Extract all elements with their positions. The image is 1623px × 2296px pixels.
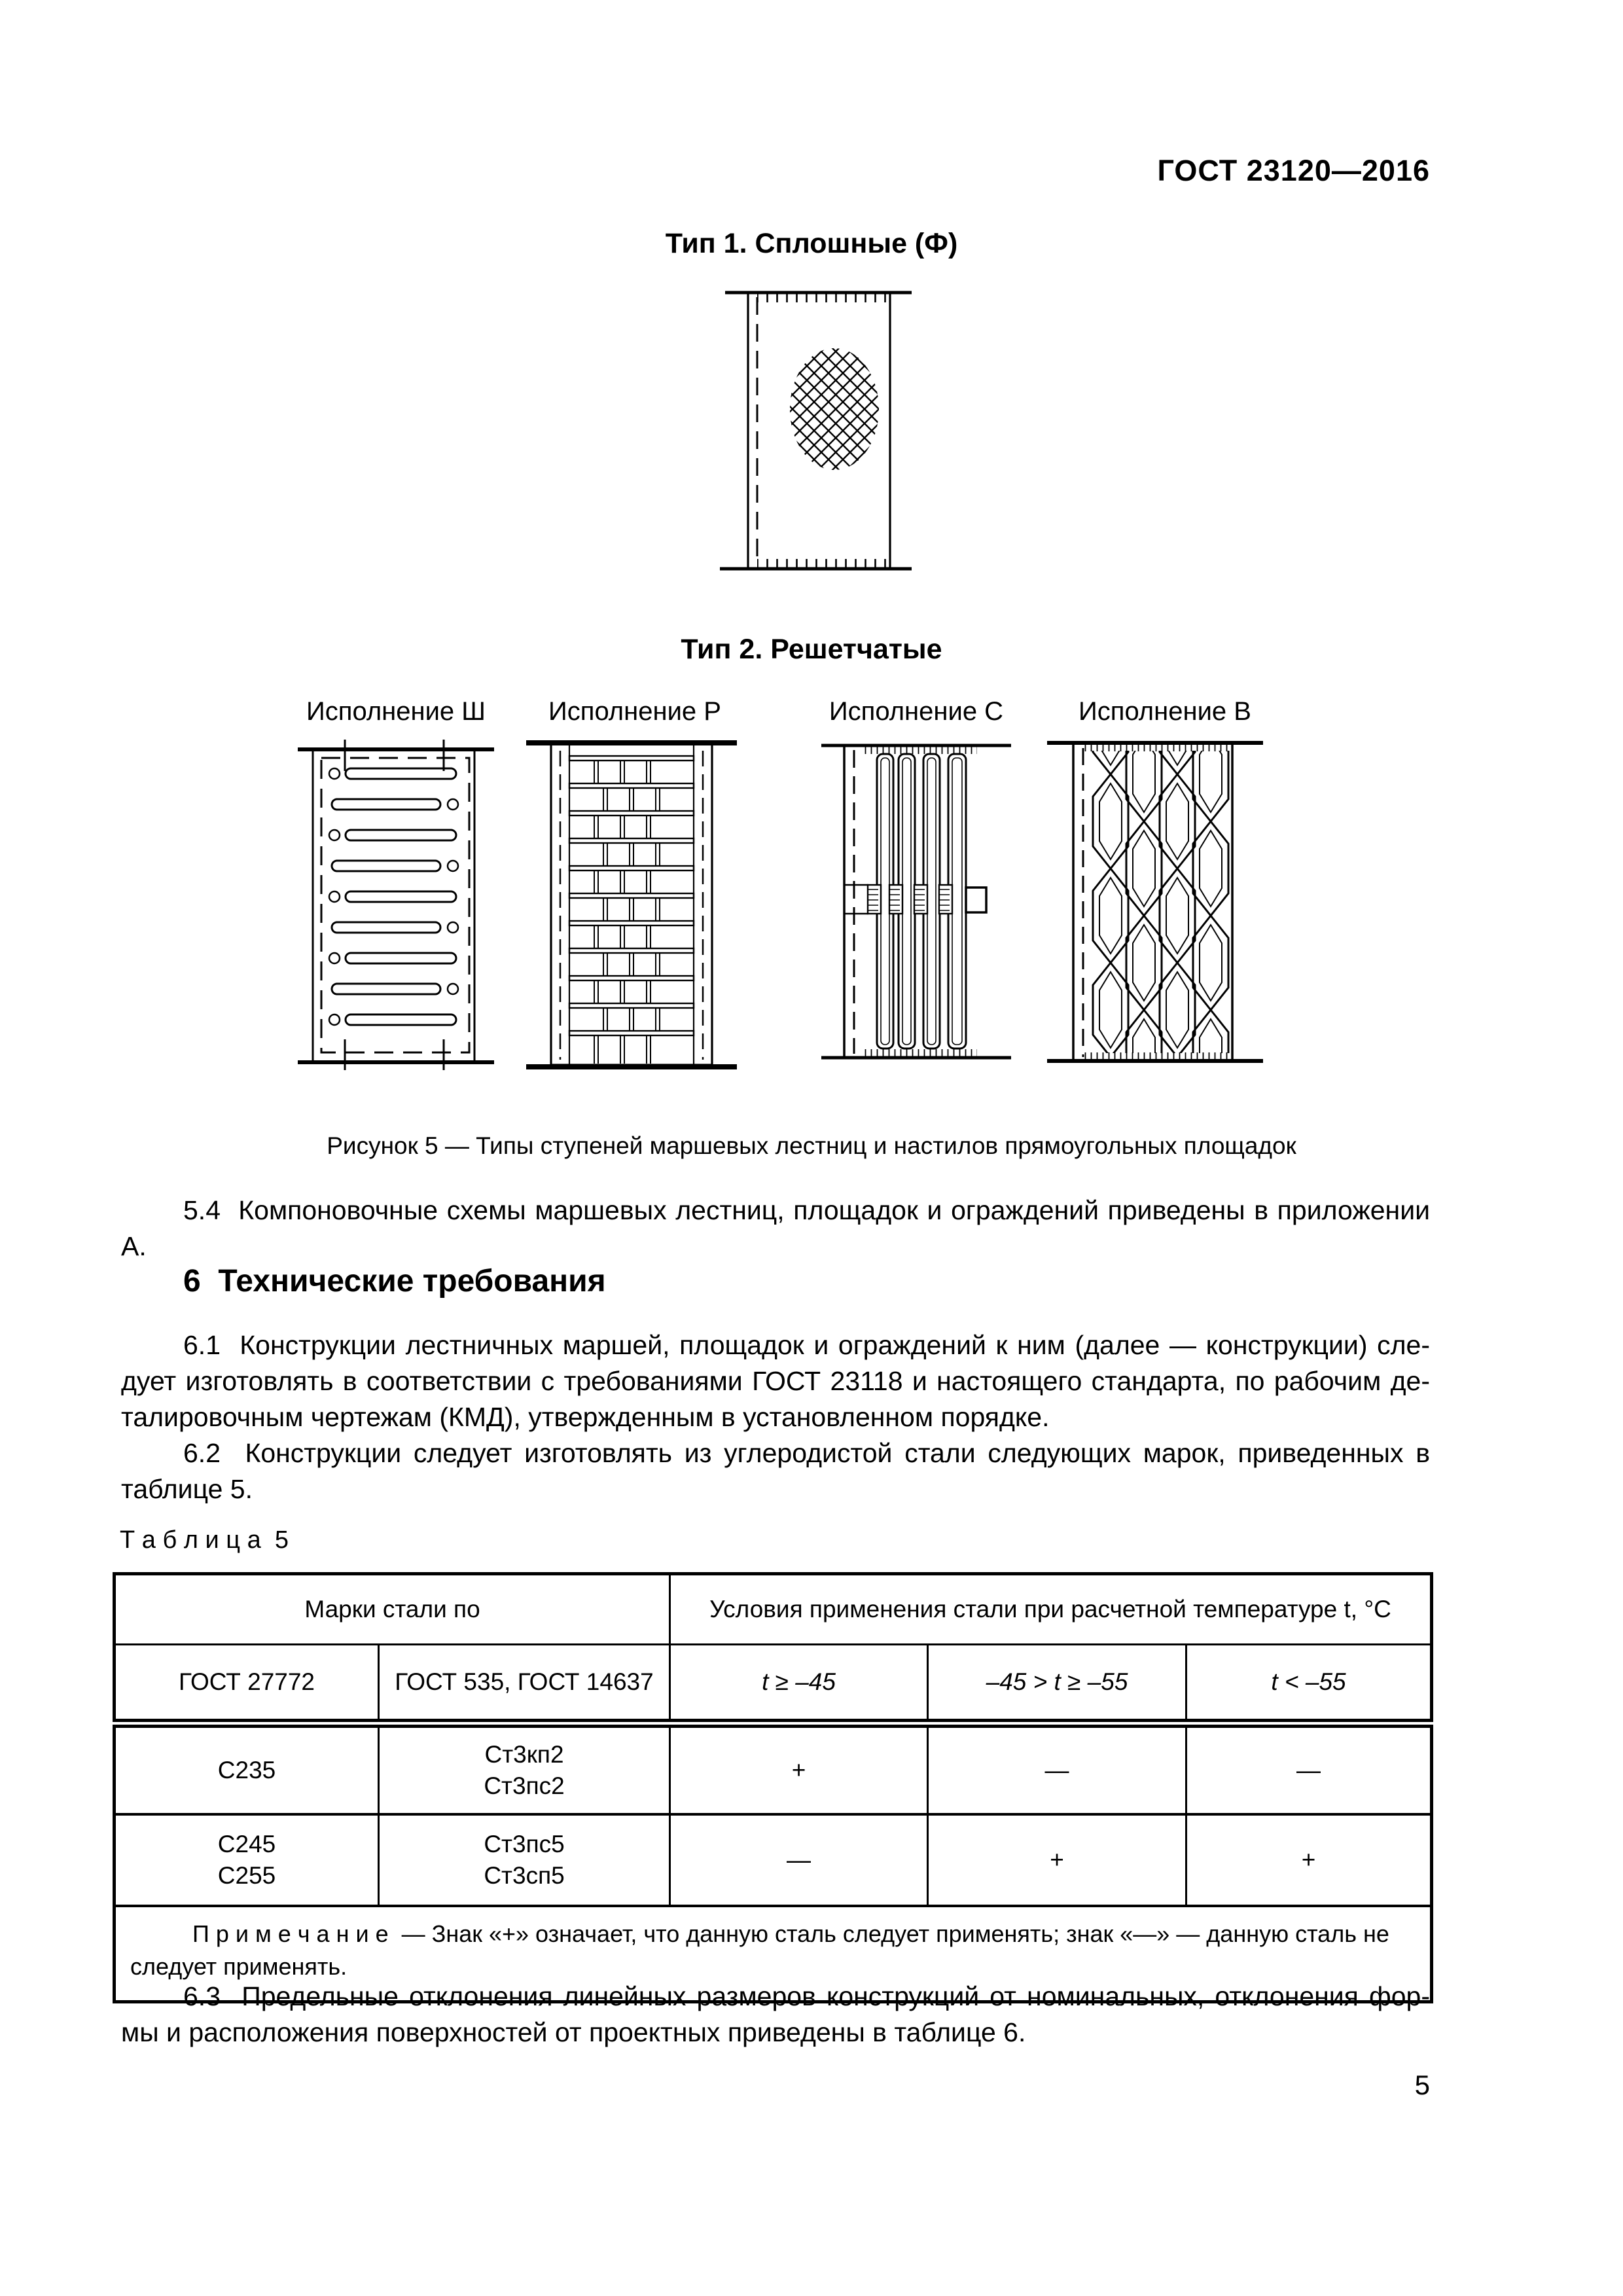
paragraph-line: талировочным чертежам (КМД), утвержденным в установленном порядке. — [121, 1402, 1050, 1432]
paragraph-line: 6.2 Конструкции следует изготовлять из углеродистой стали следующих марок, приведенных в — [183, 1438, 1430, 1468]
paragraph-line: таблице 5. — [121, 1474, 253, 1504]
cell-temp1: — — [670, 1814, 928, 1906]
cell-temp3: — — [1186, 1723, 1432, 1814]
table-row — [115, 1814, 1432, 1906]
table-header-groups — [115, 1574, 1432, 1645]
standard-reference: ГОСТ 23120—2016 — [1157, 154, 1430, 187]
hatch-ticks-bottom — [861, 1049, 977, 1056]
cell-line: С245 — [217, 1831, 276, 1857]
variant-label-s: Исполнение С — [829, 697, 1004, 726]
cell-steel-st3-5 — [379, 1814, 670, 1906]
paragraph-line: 6.3 Предельные отклонения линейных размеров конструкций от номинальных, отклонения фор- — [183, 1981, 1430, 2011]
variant-label-v: Исполнение В — [1079, 697, 1251, 726]
variant-v-drawing — [1047, 736, 1263, 1067]
cell-temp1: + — [670, 1723, 928, 1814]
table-header-columns — [115, 1645, 1432, 1724]
header-col-gost535: ГОСТ 535, ГОСТ 14637 — [379, 1645, 670, 1724]
crosshatch-region — [790, 348, 879, 470]
slat-group — [868, 754, 966, 1049]
cell-steel-c245 — [115, 1814, 379, 1906]
variant-label-sh: Исполнение Ш — [306, 697, 486, 726]
side-tab — [966, 888, 986, 912]
hatch-ticks-top — [757, 294, 890, 302]
paragraph-6-2 — [121, 1435, 1430, 1507]
paragraph-5-4 — [121, 1193, 1430, 1265]
hatch-ticks-top — [1083, 744, 1232, 751]
table-row — [115, 1723, 1432, 1814]
paragraph-line: 6.1 Конструкции лестничных маршей, площадок и ограждений к ним (далее — конструкции) сле- — [183, 1330, 1430, 1360]
slot-group — [329, 768, 458, 1025]
paragraph-line: 5.4 Компоновочные схемы маршевых лестниц, площадок и ограждений приведены в приложении А. — [121, 1195, 1430, 1261]
table-5 — [113, 1572, 1433, 2003]
page-number: 5 — [1414, 2070, 1430, 2100]
cell-line: Ст3пс2 — [484, 1772, 565, 1799]
section-6-heading: 6 Технические требования — [183, 1264, 606, 1299]
cell-steel-st3 — [379, 1723, 670, 1814]
header-col-temp1: t ≥ –45 — [670, 1645, 928, 1724]
variant-sh-drawing — [298, 740, 494, 1070]
table-5-label: Т а б л и ц а 5 — [120, 1526, 289, 1554]
type2-title: Тип 2. Решетчатые — [681, 634, 942, 665]
paragraph-6-1 — [121, 1327, 1430, 1435]
figure-caption: Рисунок 5 — Типы ступеней маршевых лестниц и настилов прямоугольных площадок — [327, 1132, 1296, 1159]
variant-label-r: Исполнение Р — [548, 697, 721, 726]
cell-line: С255 — [217, 1862, 276, 1889]
cell-line: Ст3пс5 — [484, 1831, 565, 1857]
grating-group — [569, 756, 694, 1064]
cell-line: Ст3сп5 — [484, 1862, 565, 1889]
header-marks-group: Марки стали по — [115, 1574, 670, 1645]
figure-variant-v — [1047, 736, 1263, 1067]
cell-temp2: + — [928, 1814, 1186, 1906]
cell-temp2: — — [928, 1723, 1186, 1814]
paragraph-line: мы и расположения поверхностей от проектных приведены в таблице 6. — [121, 2017, 1026, 2047]
header-col-temp2: –45 > t ≥ –55 — [928, 1645, 1186, 1724]
hatch-ticks-top — [861, 747, 977, 754]
figure-variant-sh — [298, 740, 494, 1070]
honeycomb-group — [1093, 736, 1228, 1067]
paragraph-line: дует изготовлять в соответствии с требованиями ГОСТ 23118 и настоящего стандарта, по рабочим де- — [121, 1366, 1430, 1396]
hatch-ticks-bottom — [757, 559, 890, 567]
figure-type1-solid — [713, 287, 916, 575]
figure-variant-r — [524, 736, 740, 1073]
type1-title: Тип 1. Сплошные (Ф) — [665, 228, 958, 259]
table-note: П р и м е ч а н и е — Знак «+» означает, что данную сталь следует применять; знак «—» — данную сталь не следует применять. — [130, 1920, 1389, 1980]
header-col-gost27772: ГОСТ 27772 — [115, 1645, 379, 1724]
hatch-ticks-bottom — [1083, 1052, 1232, 1060]
dashed-outline — [321, 758, 469, 1052]
figure-variant-s — [821, 740, 1011, 1064]
header-conditions-group: Условия применения стали при расчетной температуре t, °С — [670, 1574, 1432, 1645]
paragraph-6-3 — [121, 1979, 1430, 2051]
cell-line: Ст3кп2 — [484, 1741, 564, 1768]
header-col-temp3: t < –55 — [1186, 1645, 1432, 1724]
type1-drawing — [713, 287, 916, 575]
cell-temp3: + — [1186, 1814, 1432, 1906]
cell-steel-c235: С235 — [115, 1723, 379, 1814]
variant-r-drawing — [524, 736, 740, 1073]
variant-s-drawing — [821, 740, 1011, 1064]
